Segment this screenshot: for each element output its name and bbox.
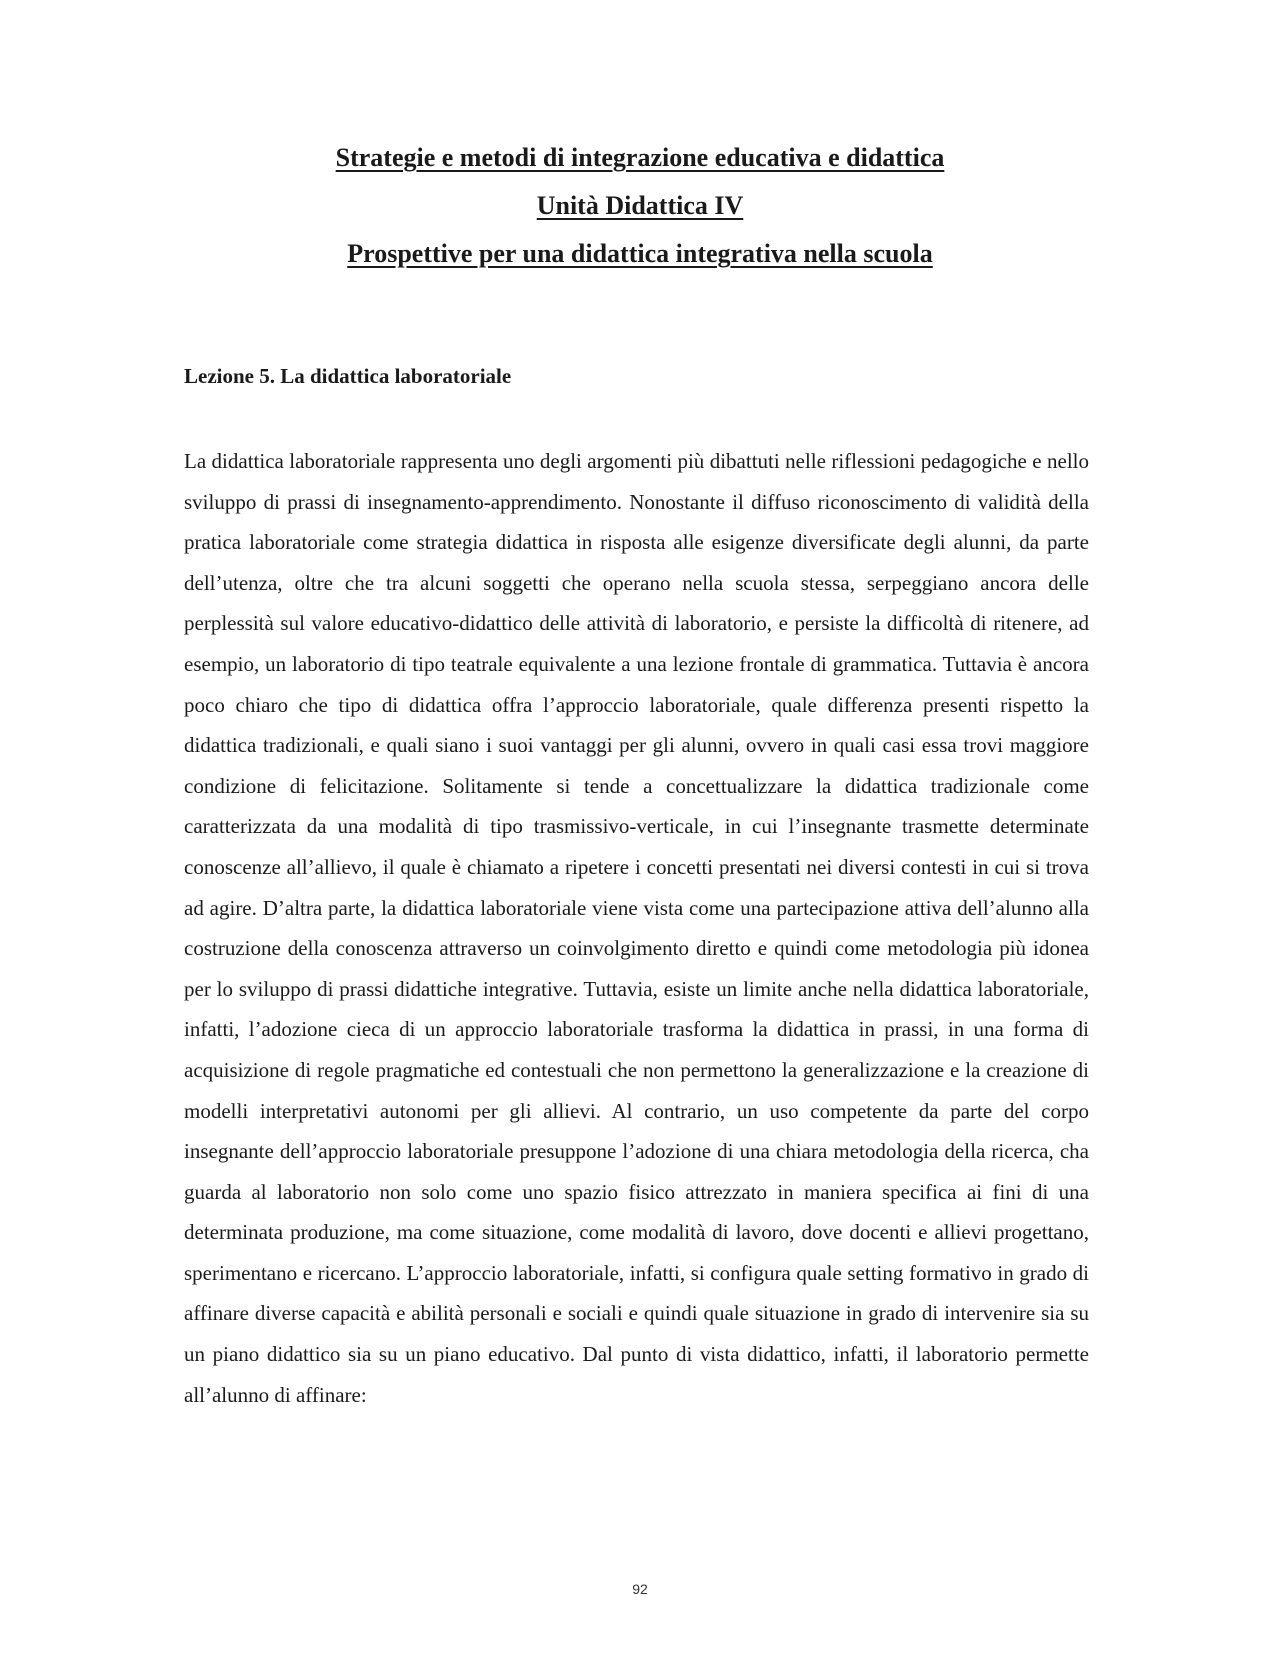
heading-block xyxy=(0,134,1280,278)
unit-subtitle: Prospettive per una didattica integrativa nella scuola xyxy=(347,239,933,268)
body-paragraph: La didattica laboratoriale rappresenta uno degli argomenti più dibattuti nelle riflessioni pedagogiche e nello sviluppo di prassi di insegnamento-apprendimento. Nonostante il diffuso riconoscimento di validità della pratica laboratoriale come strategia didattica in risposta alle esigenze diversificate degli alunni, da parte dell’utenza, oltre che tra alcuni soggetti che operano nella scuola stessa, serpeggiano ancora delle perplessità sul valore educativo-didattico delle attività di laboratorio, e persiste la difficoltà di ritenere, ad esempio, un laboratorio di tipo teatrale equivalente a una lezione frontale di grammatica. Tuttavia è ancora poco chiaro che tipo di didattica offra l’approccio laboratoriale, quale differenza presenti rispetto la didattica tradizionali, e quali siano i suoi vantaggi per gli alunni, ovvero in quali casi essa trovi maggiore condizione di felicitazione. Solitamente si tende a concettualizzare la didattica tradizionale come caratterizzata da una modalità di tipo trasmissivo-verticale, in cui l’insegnante trasmette determinate conoscenze all’allievo, il quale è chiamato a ripetere i concetti presentati nei diversi contesti in cui si trova ad agire. D’altra parte, la didattica laboratoriale viene vista come una partecipazione attiva dell’alunno alla costruzione della conoscenza attraverso un coinvolgimento diretto e quindi come metodologia più idonea per lo sviluppo di prassi didattiche integrative. Tuttavia, esiste un limite anche nella didattica laboratoriale, infatti, l’adozione cieca di un approccio laboratoriale trasforma la didattica in prassi, in una forma di acquisizione di regole pragmatiche ed contestuali che non permettono la generalizzazione e la creazione di modelli interpretativi autonomi per gli allievi. Al contrario, un uso competente da parte del corpo insegnante dell’approccio laboratoriale presuppone l’adozione di una chiara metodologia della ricerca, cha guarda al laboratorio non solo come uno spazio fisico attrezzato in maniera specifica ai fini di una determinata produzione, ma come situazione, come modalità di lavoro, dove docenti e allievi progettano, sperimentano e ricercano. L’approccio laboratoriale, infatti, si configura quale setting formativo in grado di affinare diverse capacità e abilità personali e sociali e quindi quale situazione in grado di intervenire sia su un piano didattico sia su un piano educativo. Dal punto di vista didattico, infatti, il laboratorio permette all’alunno di affinare: xyxy=(184,449,1089,1407)
unit-title: Unità Didattica IV xyxy=(536,191,744,220)
lesson-title: Lezione 5. La didattica laboratoriale xyxy=(184,364,512,388)
course-title: Strategie e metodi di integrazione educativa e didattica xyxy=(335,143,945,172)
page-number: 92 xyxy=(632,1581,648,1597)
